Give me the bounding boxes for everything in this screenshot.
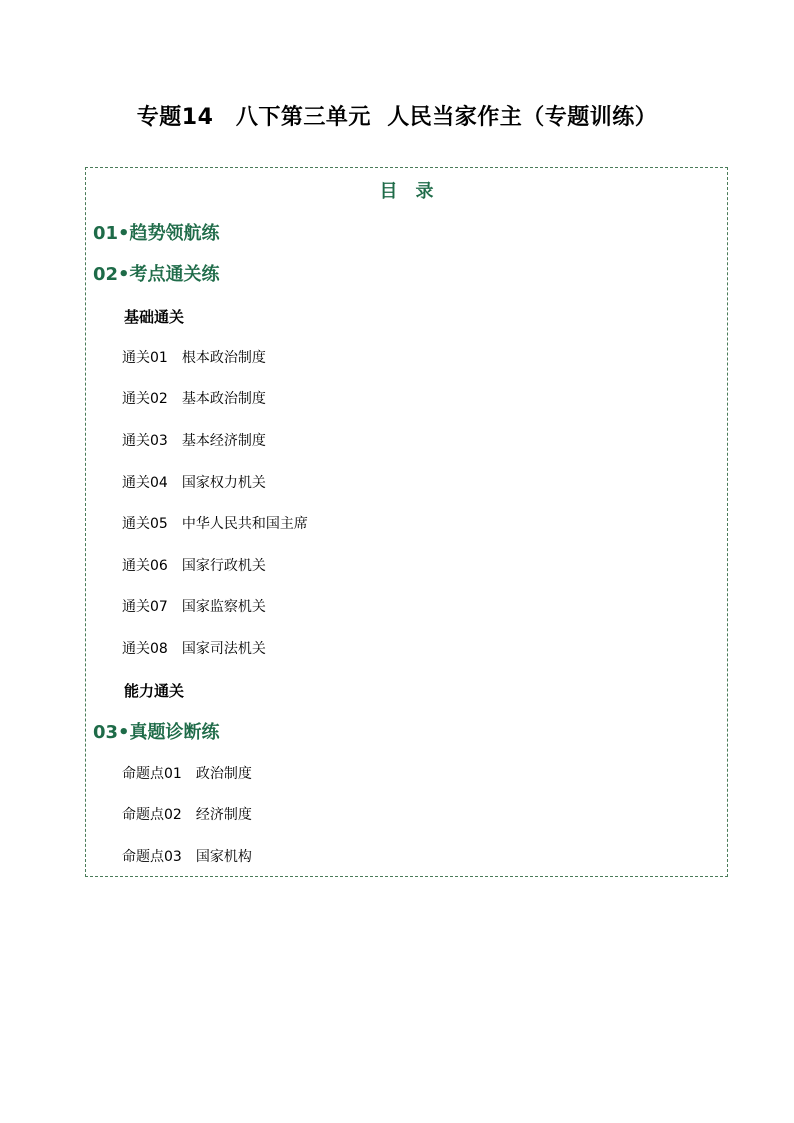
toc-entry[interactable]	[122, 597, 266, 617]
toc-entry-name: 国家机构	[195, 849, 252, 865]
toc-subhead-ability[interactable]: 能力通关	[124, 682, 185, 700]
toc-entry[interactable]	[122, 389, 266, 409]
toc-entry-name: 基本经济制度	[181, 433, 266, 449]
toc-entry[interactable]	[122, 556, 266, 576]
toc-entry[interactable]	[122, 847, 252, 867]
toc-entry[interactable]	[122, 805, 252, 825]
toc-entry-name: 政治制度	[195, 766, 252, 782]
table-of-contents	[85, 167, 728, 877]
toc-entry-code: 通关01	[122, 350, 168, 366]
toc-entry-name: 国家行政机关	[181, 558, 266, 574]
toc-entry-code: 通关08	[122, 641, 168, 657]
toc-entry-code: 通关05	[122, 516, 168, 532]
toc-entry-code: 命题点01	[122, 766, 182, 782]
toc-entry[interactable]	[122, 639, 266, 659]
toc-section-exam-points[interactable]: 02•考点通关练	[93, 264, 220, 285]
toc-entry-name: 国家权力机关	[181, 475, 266, 491]
toc-entry[interactable]	[122, 514, 308, 534]
toc-entry-code: 通关07	[122, 599, 168, 615]
toc-entry-code: 通关06	[122, 558, 168, 574]
toc-heading: 目 录	[379, 181, 434, 202]
toc-entry[interactable]	[122, 473, 266, 493]
toc-section-real-exam[interactable]: 03•真题诊断练	[93, 722, 220, 743]
page-title: 专题14 八下第三单元 人民当家作主（专题训练）	[136, 105, 658, 130]
toc-entry-name: 中华人民共和国主席	[181, 516, 308, 532]
toc-entry-code: 通关02	[122, 391, 168, 407]
toc-entry-code: 命题点03	[122, 849, 182, 865]
toc-entry-name: 国家监察机关	[181, 599, 266, 615]
toc-entry-name: 国家司法机关	[181, 641, 266, 657]
toc-entry-name: 经济制度	[195, 807, 252, 823]
toc-subhead-basic[interactable]: 基础通关	[124, 308, 185, 326]
toc-section-trend[interactable]: 01•趋势领航练	[93, 223, 220, 244]
toc-entry[interactable]	[122, 348, 266, 368]
toc-entry-name: 根本政治制度	[181, 350, 266, 366]
toc-entry[interactable]	[122, 431, 266, 451]
toc-entry[interactable]	[122, 764, 252, 784]
toc-entry-code: 命题点02	[122, 807, 182, 823]
toc-entry-code: 通关04	[122, 475, 168, 491]
toc-entry-code: 通关03	[122, 433, 168, 449]
toc-entry-name: 基本政治制度	[181, 391, 266, 407]
